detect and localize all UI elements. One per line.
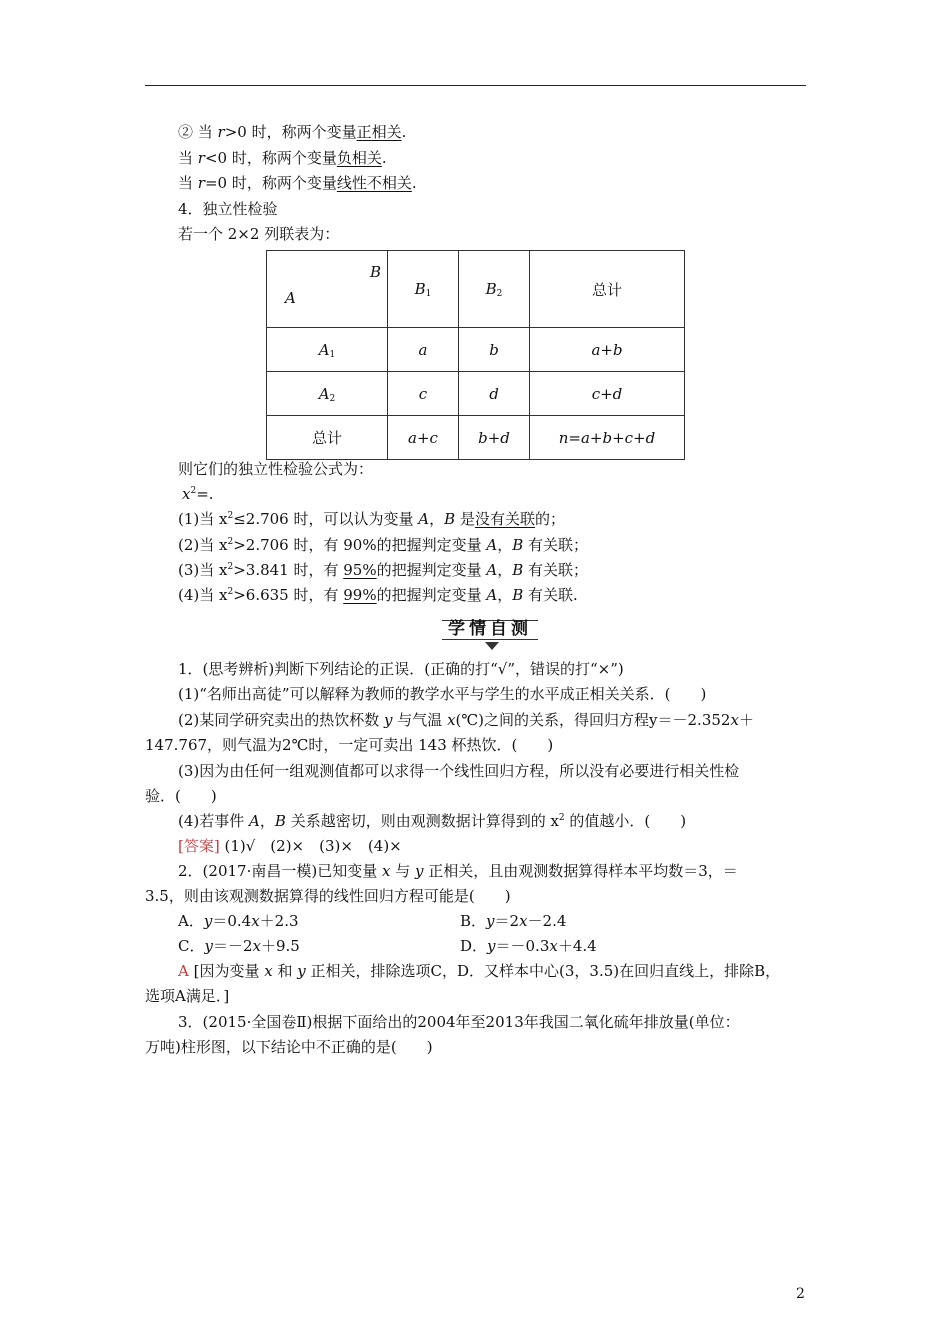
line-r-negative: 当 r<0 时，称两个变量负相关.: [178, 149, 387, 167]
table-cell: c: [388, 372, 459, 416]
page-number: 2: [796, 1286, 805, 1302]
q2-option-a: A．y＝0.4x＋2.3: [178, 912, 299, 930]
table-header-b1: $B_1$: [388, 251, 459, 328]
q2-option-d: D．y＝－0.3x＋4.4: [460, 937, 597, 955]
table-row-label: $A_1$: [267, 328, 388, 372]
table-cell: c+d: [530, 372, 685, 416]
rule-4: (4)当 $x^2>6.635$ 时，有 99%的把握判定变量 A，B 有关联.: [178, 586, 578, 604]
rule-3: (3)当 $x^2>3.841$ 时，有 95%的把握判定变量 A，B 有关联；: [178, 561, 589, 579]
table-cell: b+d: [459, 416, 530, 460]
table-header-b2: $B_2$: [459, 251, 530, 328]
answer-label: [答案]: [178, 837, 220, 855]
line-r-zero: 当 r=0 时，称两个变量线性不相关.: [178, 174, 417, 192]
rule-1: (1)当 $x^2\le 2.706$ 时，可以认为变量 A，B 是没有关联的；: [178, 510, 565, 528]
section-banner: [430, 616, 550, 648]
table-row: [267, 372, 685, 416]
table-header-total: 总计: [530, 251, 685, 328]
section-heading-independence-test: 4．独立性检验: [178, 200, 278, 218]
answer-letter: A: [178, 962, 189, 980]
q2-option-c: C．y＝－2x＋9.5: [178, 937, 300, 955]
q3-stem: 3．(2015·全国卷Ⅱ)根据下面给出的2004年至2013年我国二氧化硫年排放量(单位：: [178, 1013, 740, 1031]
table-cell: d: [459, 372, 530, 416]
q1-statement-3: (3)因为由任何一组观测值都可以求得一个线性回归方程，所以没有必要进行相关性检: [178, 762, 740, 780]
q1-statement-1: (1)“名师出高徒”可以解释为教师的教学水平与学生的水平成正相关关系．( ): [178, 685, 707, 703]
table-corner-cell: B A: [267, 251, 388, 328]
section-title: 学情自测: [448, 619, 532, 639]
banner-arrow-icon: [485, 642, 499, 650]
q2-answer: A [因为变量 x 和 y 正相关，排除选项C，D．又样本中心(3，3.5)在回归直线上，排除B，: [178, 962, 781, 980]
rule-2: (2)当 $x^2>2.706$ 时，有 90%的把握判定变量 A，B 有关联；: [178, 536, 589, 554]
q2-stem-cont: 3.5，则由该观测数据算得的线性回归方程可能是( ): [145, 887, 511, 905]
contingency-table: [266, 250, 685, 460]
table-cell: a+c: [388, 416, 459, 460]
formula-intro: 则它们的独立性检验公式为：: [178, 460, 374, 478]
table-cell: a: [388, 328, 459, 372]
table-row-label: $A_2$: [267, 372, 388, 416]
table-row-label: 总计: [267, 416, 388, 460]
q3-stem-cont: 万吨)柱形图，以下结论中不正确的是( ): [145, 1038, 433, 1056]
q2-stem: 2．(2017·南昌一模)已知变量 x 与 y 正相关，且由观测数据算得样本平均数＝3，＝: [178, 862, 738, 880]
table-cell: a+b: [530, 328, 685, 372]
table-row: [267, 328, 685, 372]
line-r-positive: ② 当 r>0 时，称两个变量正相关.: [178, 123, 407, 141]
table-cell: n=a+b+c+d: [530, 416, 685, 460]
q1-answer: [答案] (1)√ (2)× (3)× (4)×: [178, 837, 402, 855]
q2-option-b: B．y＝2x－2.4: [460, 912, 567, 930]
chi-square-formula: $x^2=$.: [182, 485, 214, 503]
table-cell: b: [459, 328, 530, 372]
q1-statement-3-cont: 验．( ): [145, 787, 217, 805]
header-rule: [145, 85, 806, 86]
q1-statement-2: (2)某同学研究卖出的热饮杯数 y 与气温 x(℃)之间的关系，得回归方程y＝－2.352x＋: [178, 711, 754, 729]
q1-statement-2-cont: 147.767，则气温为2℃时，一定可卖出 143 杯热饮．( ): [145, 736, 554, 754]
q1-stem: 1．(思考辨析)判断下列结论的正误．(正确的打“√”，错误的打“×”): [178, 660, 624, 678]
q2-answer-cont: 选项A满足．]: [145, 987, 230, 1005]
table-row: [267, 416, 685, 460]
q1-statement-4: (4)若事件 A，B 关系越密切，则由观测数据计算得到的 $x^2$ 的值越小．( ): [178, 812, 687, 830]
contingency-intro: 若一个 2×2 列联表为：: [178, 225, 340, 243]
